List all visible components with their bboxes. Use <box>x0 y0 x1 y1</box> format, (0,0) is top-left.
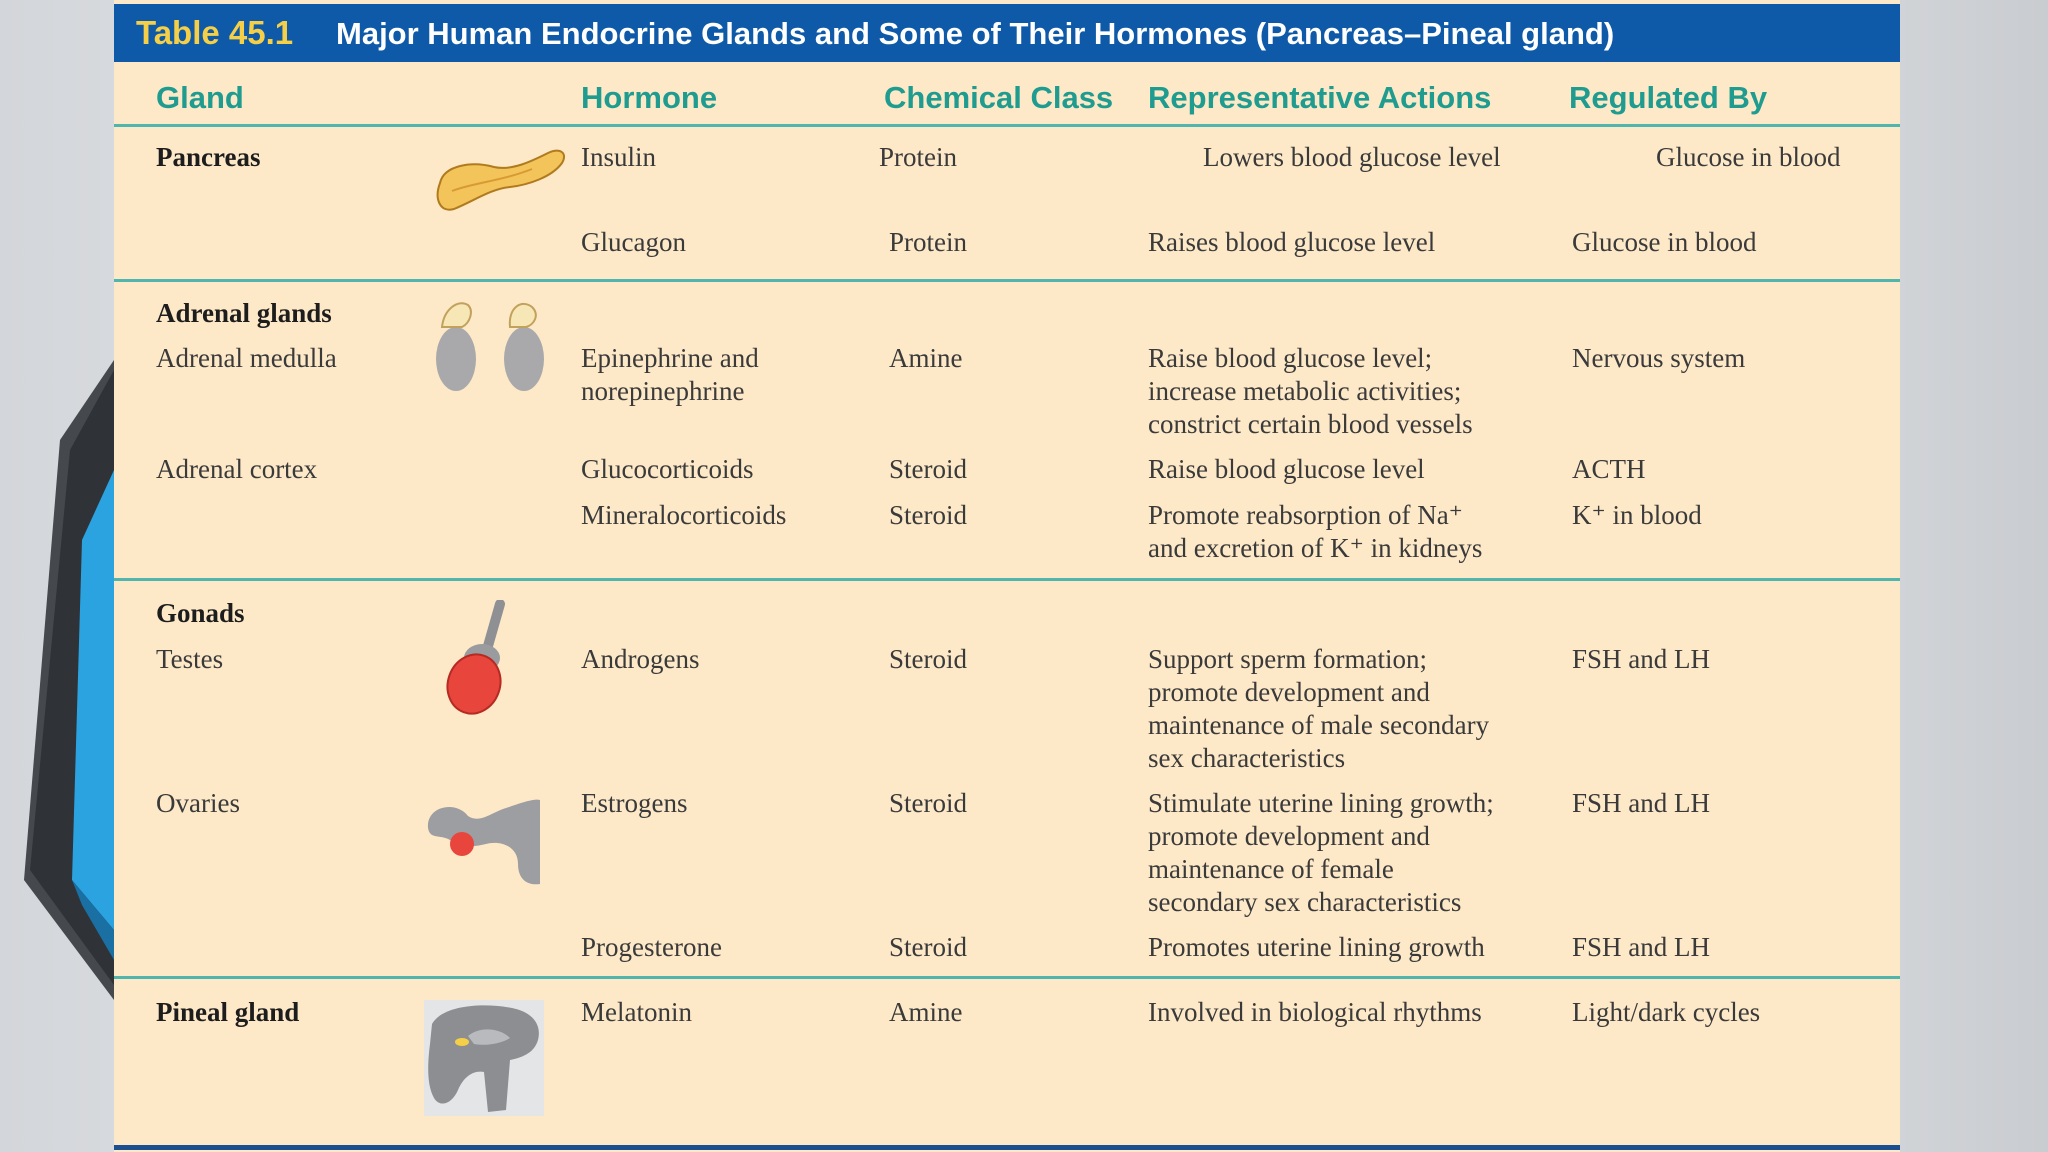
regulated-progesterone: FSH and LH <box>1572 932 1711 962</box>
class-insulin: Protein <box>879 142 957 172</box>
regulated-glucagon: Glucose in blood <box>1572 227 1757 257</box>
header-representative-actions: Representative Actions <box>1148 80 1492 115</box>
regulated-androgens: FSH and LH <box>1572 644 1711 674</box>
class-estrogens: Steroid <box>889 788 967 818</box>
section-rule-gonads <box>114 976 1900 979</box>
pancreas-icon <box>432 143 568 219</box>
regulated-mineralocorticoids: K⁺ in blood <box>1572 500 1702 530</box>
decorative-side-shapes <box>0 0 130 1152</box>
action-estrogens-line4: secondary sex characteristics <box>1148 887 1462 917</box>
table-bottom-rule <box>114 1145 1900 1150</box>
header-gland: Gland <box>156 80 244 115</box>
section-rule-adrenal <box>114 578 1900 581</box>
regulated-epinephrine: Nervous system <box>1572 343 1746 373</box>
hormone-insulin: Insulin <box>581 142 657 172</box>
hormone-androgens: Androgens <box>581 644 700 674</box>
ovary-icon <box>422 788 546 886</box>
hormone-epinephrine-line2: norepinephrine <box>581 376 745 406</box>
action-insulin: Lowers blood glucose level <box>1203 142 1501 172</box>
hormone-epinephrine-line1: Epinephrine and <box>581 343 759 373</box>
gland-adrenal-medulla: Adrenal medulla <box>156 343 337 373</box>
class-glucagon: Protein <box>889 227 967 257</box>
gland-pancreas: Pancreas <box>156 142 261 172</box>
table-title-bar <box>114 4 1900 62</box>
action-epinephrine-line2: increase metabolic activities; <box>1148 376 1462 406</box>
gland-adrenal-cortex: Adrenal cortex <box>156 454 318 484</box>
action-estrogens-line2: promote development and <box>1148 821 1430 851</box>
class-glucocorticoids: Steroid <box>889 454 967 484</box>
table-slide <box>114 0 1900 1152</box>
header-hormone: Hormone <box>581 80 718 115</box>
action-melatonin: Involved in biological rhythms <box>1148 997 1482 1027</box>
hormone-melatonin: Melatonin <box>581 997 692 1027</box>
hormone-mineralocorticoids: Mineralocorticoids <box>581 500 787 530</box>
action-mineralocorticoids-line2: and excretion of K⁺ in kidneys <box>1148 533 1483 563</box>
class-androgens: Steroid <box>889 644 967 674</box>
gland-gonads: Gonads <box>156 598 245 628</box>
action-epinephrine-line1: Raise blood glucose level; <box>1148 343 1433 373</box>
action-androgens-line4: sex characteristics <box>1148 743 1346 773</box>
regulated-melatonin: Light/dark cycles <box>1572 997 1761 1027</box>
action-estrogens-line3: maintenance of female <box>1148 854 1394 884</box>
action-glucagon: Raises blood glucose level <box>1148 227 1436 257</box>
table-title: Major Human Endocrine Glands and Some of Their Hormones (Pancreas–Pineal gland) <box>336 16 1615 51</box>
action-glucocorticoids: Raise blood glucose level <box>1148 454 1425 484</box>
class-mineralocorticoids: Steroid <box>889 500 967 530</box>
regulated-glucocorticoids: ACTH <box>1572 454 1646 484</box>
class-progesterone: Steroid <box>889 932 967 962</box>
regulated-insulin: Glucose in blood <box>1656 142 1841 172</box>
action-androgens-line2: promote development and <box>1148 677 1430 707</box>
class-melatonin: Amine <box>889 997 963 1027</box>
table-number: Table 45.1 <box>136 14 294 51</box>
testis-icon <box>432 600 522 718</box>
hormone-progesterone: Progesterone <box>581 932 722 962</box>
gland-ovaries: Ovaries <box>156 788 240 818</box>
action-estrogens-line1: Stimulate uterine lining growth; <box>1148 788 1494 818</box>
action-mineralocorticoids-line1: Promote reabsorption of Na⁺ <box>1148 500 1463 530</box>
action-epinephrine-line3: constrict certain blood vessels <box>1148 409 1473 439</box>
header-rule <box>114 124 1900 127</box>
header-regulated-by: Regulated By <box>1569 80 1768 115</box>
gland-pineal: Pineal gland <box>156 997 300 1027</box>
action-androgens-line3: maintenance of male secondary <box>1148 710 1490 740</box>
action-androgens-line1: Support sperm formation; <box>1148 644 1427 674</box>
gland-testes: Testes <box>156 644 224 674</box>
brain-pineal-icon <box>424 1000 544 1116</box>
hormone-glucocorticoids: Glucocorticoids <box>581 454 754 484</box>
hormone-estrogens: Estrogens <box>581 788 688 818</box>
adrenal-glands-icon <box>428 297 552 397</box>
section-rule-pancreas <box>114 279 1900 282</box>
hormone-glucagon: Glucagon <box>581 227 686 257</box>
action-progesterone: Promotes uterine lining growth <box>1148 932 1485 962</box>
class-epinephrine: Amine <box>889 343 963 373</box>
regulated-estrogens: FSH and LH <box>1572 788 1711 818</box>
gland-adrenal: Adrenal glands <box>156 298 332 328</box>
header-chemical-class: Chemical Class <box>884 80 1114 115</box>
